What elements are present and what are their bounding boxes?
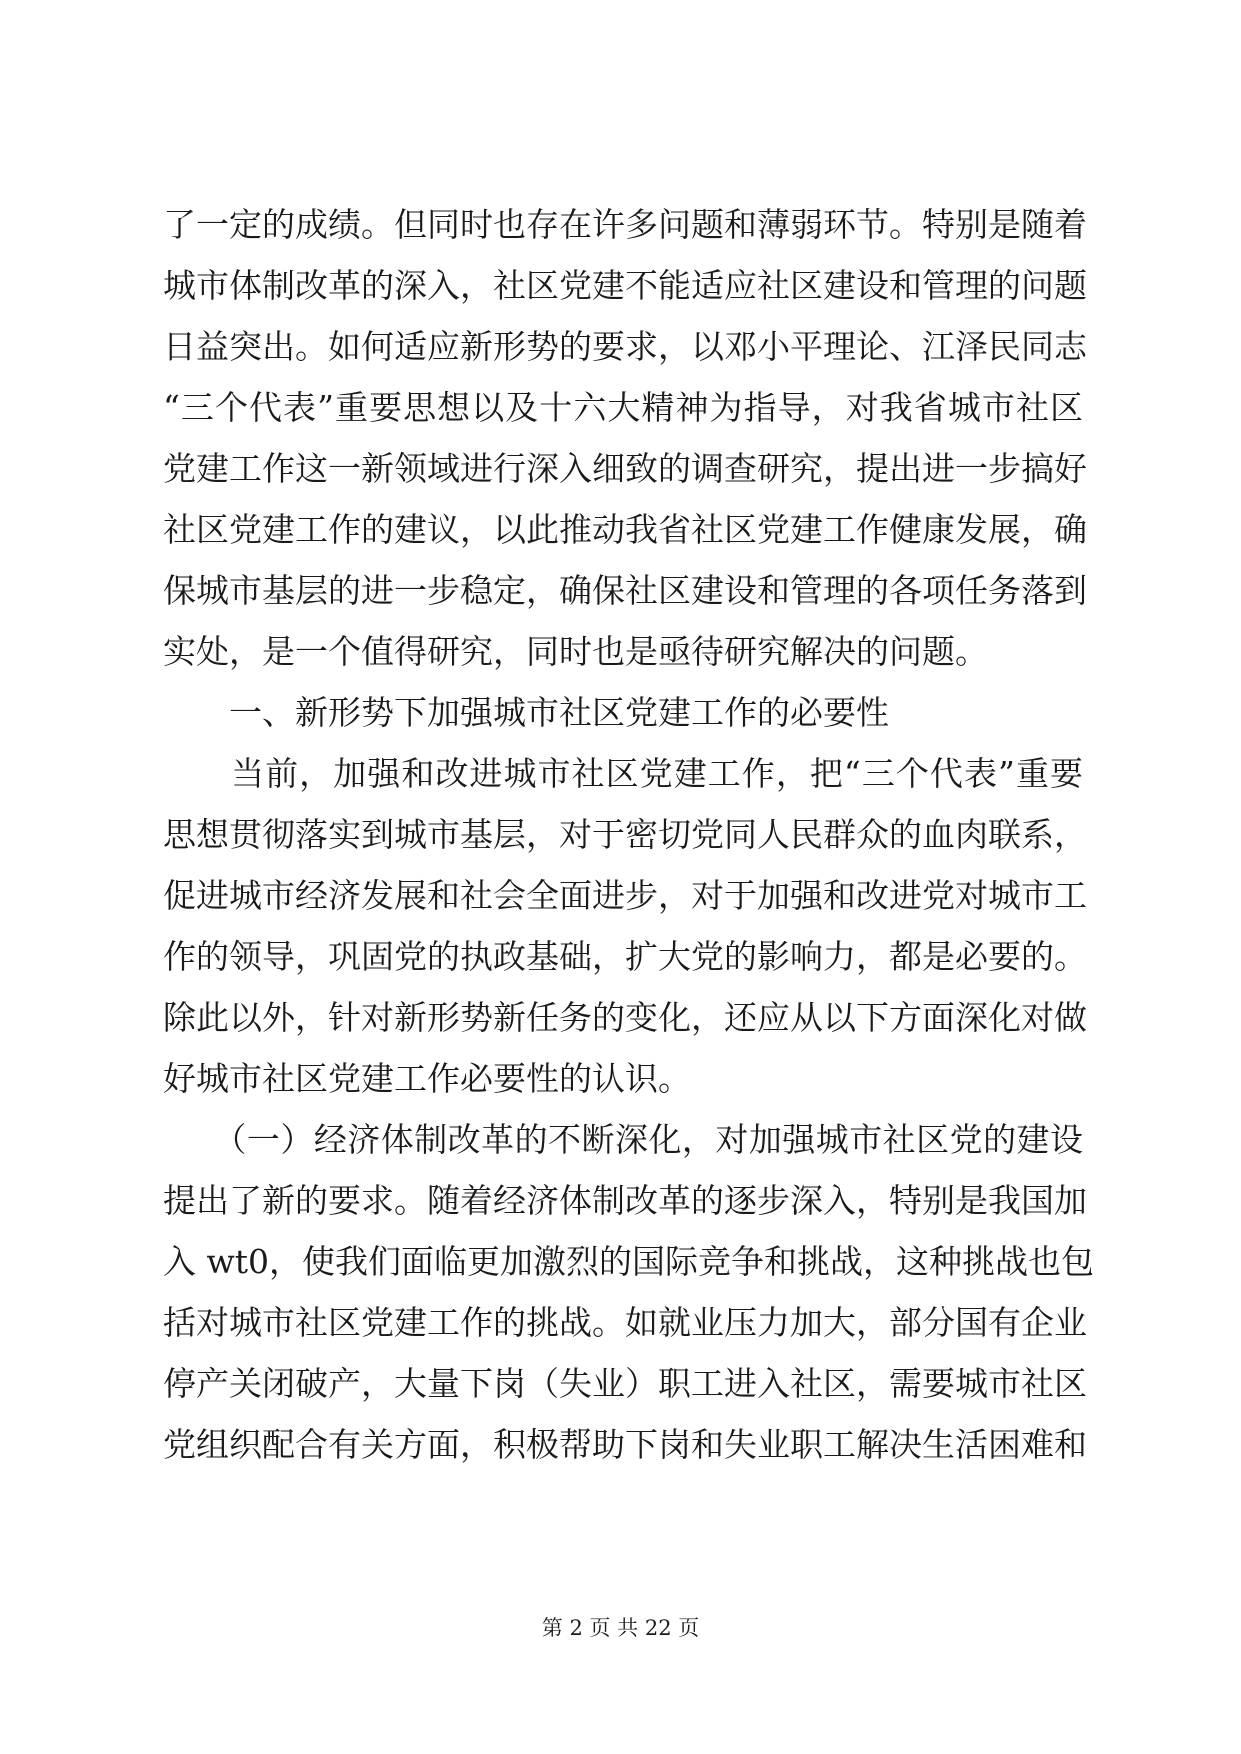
- text-line: 社区党建工作的建议，以此推动我省社区党建工作健康发展，确: [163, 510, 1087, 549]
- text-line: 党组织配合有关方面，积极帮助下岗和失业职工解决生活困难和: [163, 1425, 1087, 1464]
- text-line: （一）经济体制改革的不断深化，对加强城市社区党的建设: [163, 1120, 1083, 1159]
- text-line: 除此以外，针对新形势新任务的变化，还应从以下方面深化对做: [163, 998, 1087, 1037]
- text-line: “三个代表”重要思想以及十六大精神为指导，对我省城市社区: [163, 388, 1083, 427]
- text-line: 作的领导，巩固党的执政基础，扩大党的影响力，都是必要的。: [163, 937, 1087, 976]
- text-line: 城市体制改革的深入，社区党建不能适应社区建设和管理的问题: [163, 266, 1087, 305]
- text-line: 日益突出。如何适应新形势的要求，以邓小平理论、江泽民同志: [163, 327, 1087, 366]
- text-line: 了一定的成绩。但同时也存在许多问题和薄弱环节。特别是随着: [163, 205, 1087, 244]
- text-line: 提出了新的要求。随着经济体制改革的逐步深入，特别是我国加: [163, 1181, 1087, 1220]
- text-line: 实处，是一个值得研究，同时也是亟待研究解决的问题。: [163, 632, 988, 671]
- section-heading: 一、新形势下加强城市社区党建工作的必要性: [163, 693, 889, 732]
- text-line: 促进城市经济发展和社会全面进步，对于加强和改进党对城市工: [163, 876, 1087, 915]
- text-line: 停产关闭破产，大量下岗（失业）职工进入社区，需要城市社区: [163, 1364, 1087, 1403]
- text-line: 当前，加强和改进城市社区党建工作，把“三个代表”重要: [163, 754, 1083, 793]
- text-line: 好城市社区党建工作必要性的认识。: [163, 1059, 691, 1098]
- text-line: 括对城市社区党建工作的挑战。如就业压力加大，部分国有企业: [163, 1303, 1087, 1342]
- text-line: 思想贯彻落实到城市基层，对于密切党同人民群众的血肉联系，: [163, 815, 1087, 854]
- text-line: 党建工作这一新领域进行深入细致的调查研究，提出进一步搞好: [163, 449, 1087, 488]
- text-line: 保城市基层的进一步稳定，确保社区建设和管理的各项任务落到: [163, 571, 1087, 610]
- text-line: 入 wt0，使我们面临更加激烈的国际竞争和挑战，这种挑战也包: [163, 1242, 1094, 1281]
- page-number-footer: 第 2 页 共 22 页: [541, 1616, 700, 1640]
